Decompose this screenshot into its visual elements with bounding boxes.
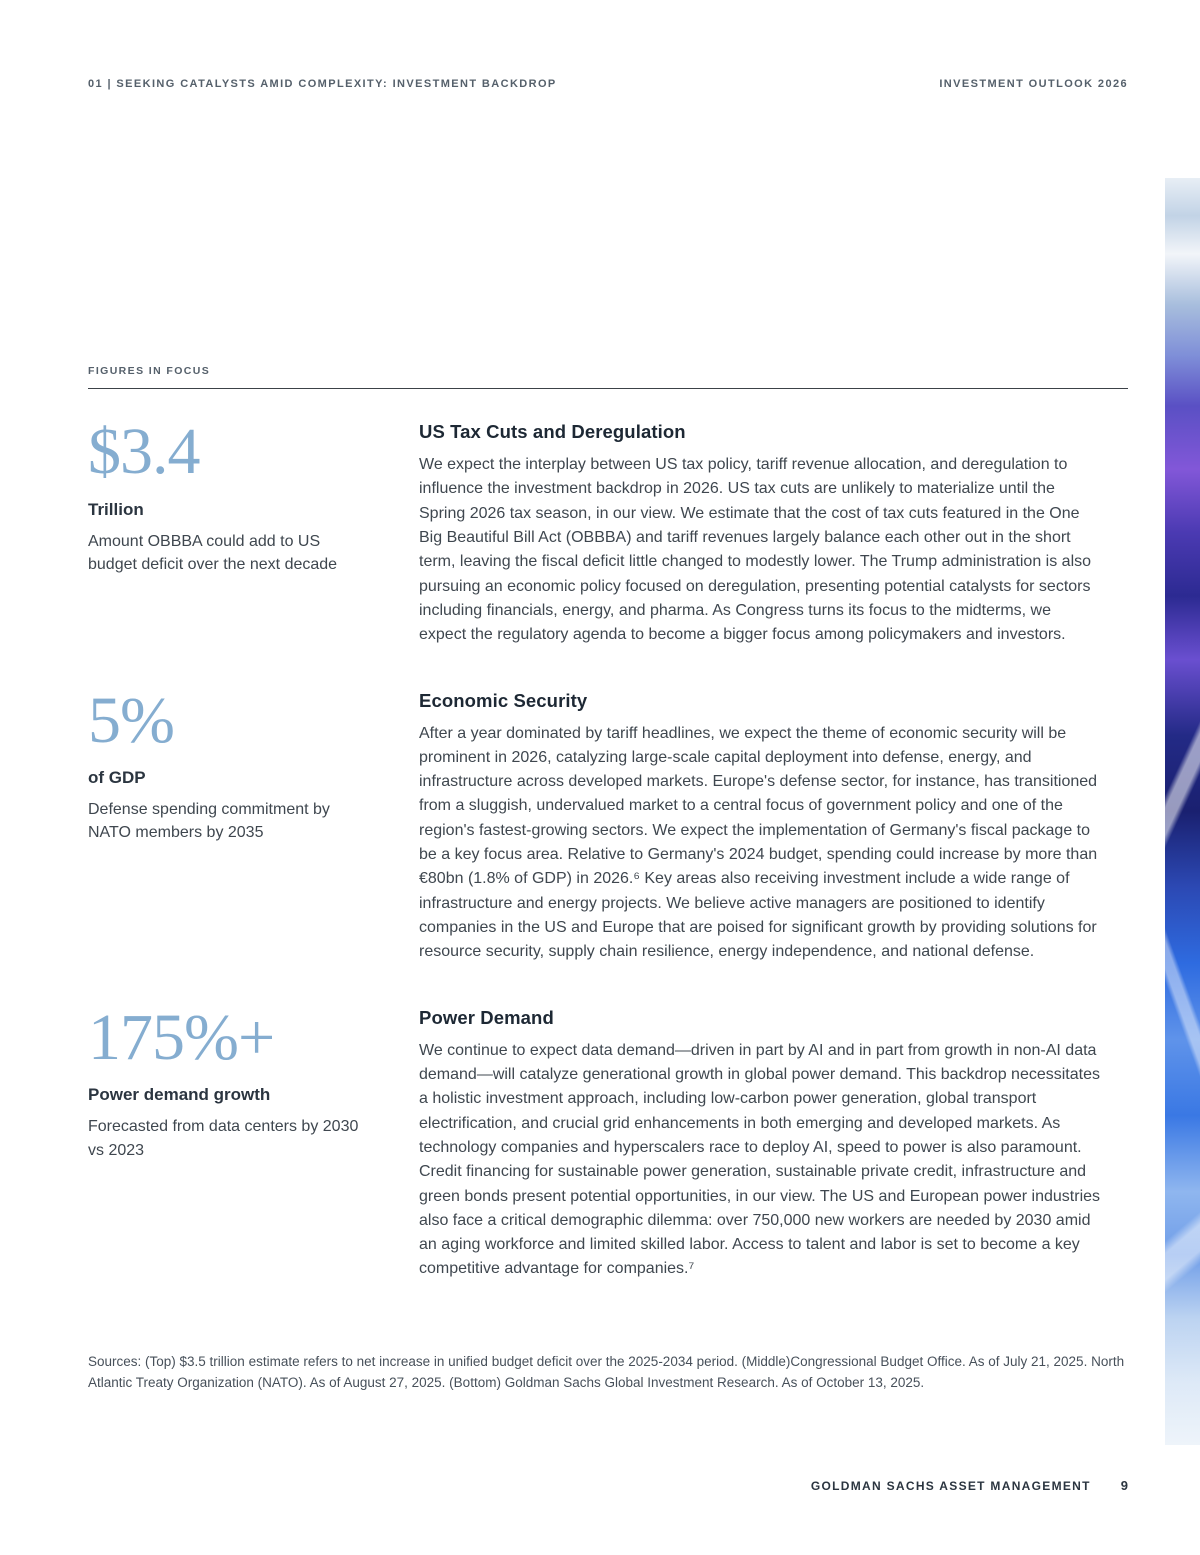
page-header <box>88 78 1128 90</box>
figure-row-economic-security <box>88 683 1128 965</box>
stat-label: Power demand growth <box>88 1085 271 1105</box>
stat-value: 5% <box>88 683 174 757</box>
footer-brand: GOLDMAN SACHS ASSET MANAGEMENT <box>810 1479 1091 1493</box>
header-chapter-title: 01 | SEEKING CATALYSTS AMID COMPLEXITY: INVESTMENT BACKDROP <box>88 78 557 90</box>
figures-in-focus-label: FIGURES IN FOCUS <box>88 365 211 377</box>
stat-description: Forecasted from data centers by 2030 vs 2023 <box>88 1118 359 1159</box>
page-number: 9 <box>1120 1478 1128 1493</box>
stat-description: Defense spending commitment by NATO members by 2035 <box>88 801 330 842</box>
sources-note: Sources: (Top) $3.5 trillion estimate refers to net increase in unified budget deficit over the 2025-2034 period. (Middle)Congressional Budget Office. As of July 21, 2025. North Atlantic Treaty Organization (NATO). As of August 27, 2025. (Bottom) Goldman Sachs Global Investment Research. As of October 13, 2025. <box>88 1354 1125 1390</box>
figure-row-power-demand <box>88 1000 1128 1282</box>
figure-heading: US Tax Cuts and Deregulation <box>419 421 686 442</box>
figure-body: We continue to expect data demand—driven in part by AI and in part from growth in non-AI data demand—will catalyze generational growth in global power demand. This backdrop necessitates a holistic investment approach, including low-carbon power generation, global transport electrification, and crucial grid enhancements in both emerging and developed markets. As technology companies and hyperscalers race to deploy AI, speed to power is also paramount. Credit financing for sustainable power generation, sustainable private credit, infrastructure and green bonds present potential opportunities, in our view. The US and European power industries also face a critical demographic dilemma: over 750,000 new workers are needed by 2030 amid an aging workforce and limited skilled labor. Access to talent and labor is set to become a key competitive advantage for companies.⁷ <box>419 1041 1101 1278</box>
text-column <box>419 421 1128 648</box>
stat-label: of GDP <box>88 768 146 788</box>
figure-heading: Power Demand <box>419 1006 554 1028</box>
stat-value: 175%+ <box>88 1000 275 1074</box>
decorative-art-strip <box>1165 178 1200 1445</box>
figure-heading: Economic Security <box>419 689 588 711</box>
stat-description: Amount OBBBA could add to US budget deficit over the next decade <box>88 532 338 573</box>
stat-column <box>88 1000 419 1282</box>
figure-body: After a year dominated by tariff headlines, we expect the theme of economic security will be prominent in 2026, catalyzing large-scale capital deployment into defense, energy, and infrastructure across developed markets. Europe's defense sector, for instance, has transitioned from a sluggish, undervalued market to a central focus of government policy and one of the region's fastest-growing sectors. We expect the implementation of Germany's fiscal package to be a key focus area. Relative to Germany's 2024 budget, spending could increase by more than €80bn (1.8% of GDP) in 2026.⁶ Key areas also receiving investment include a wide range of infrastructure and energy projects. We believe active managers are positioned to identify companies in the US and Europe that are poised for significant growth by providing solutions for resource security, supply chain resilience, energy independence, and national defense. <box>419 724 1098 961</box>
figure-row-tax-cuts <box>88 415 1128 648</box>
stat-column <box>88 683 419 965</box>
stat-value: $3.4 <box>88 415 200 488</box>
figures-in-focus-section <box>88 365 1128 1324</box>
page-footer <box>811 1478 1128 1493</box>
figure-body: We expect the interplay between US tax policy, tariff revenue allocation, and deregulation to influence the investment backdrop in 2026. US tax cuts are unlikely to materialize until the Spring 2026 tax season, in our view. We estimate that the cost of tax cuts featured in the One Big Beautiful Bill Act (OBBBA) and tariff revenues largely balance each other out in the short term, leaving the fiscal deficit little changed to modestly lower. The Trump administration is also pursuing an economic policy focused on deregulation, presenting potential catalysts for sectors including financials, energy, and pharma. As Congress turns its focus to the midterms, we expect the regulatory agenda to become a bigger focus among policymakers and investors. <box>419 456 1092 644</box>
text-column <box>419 690 1128 965</box>
header-report-title: INVESTMENT OUTLOOK 2026 <box>939 78 1128 90</box>
text-column <box>419 1007 1128 1282</box>
stat-label: Trillion <box>88 499 144 519</box>
stat-column <box>88 415 419 648</box>
section-divider <box>88 388 1128 389</box>
